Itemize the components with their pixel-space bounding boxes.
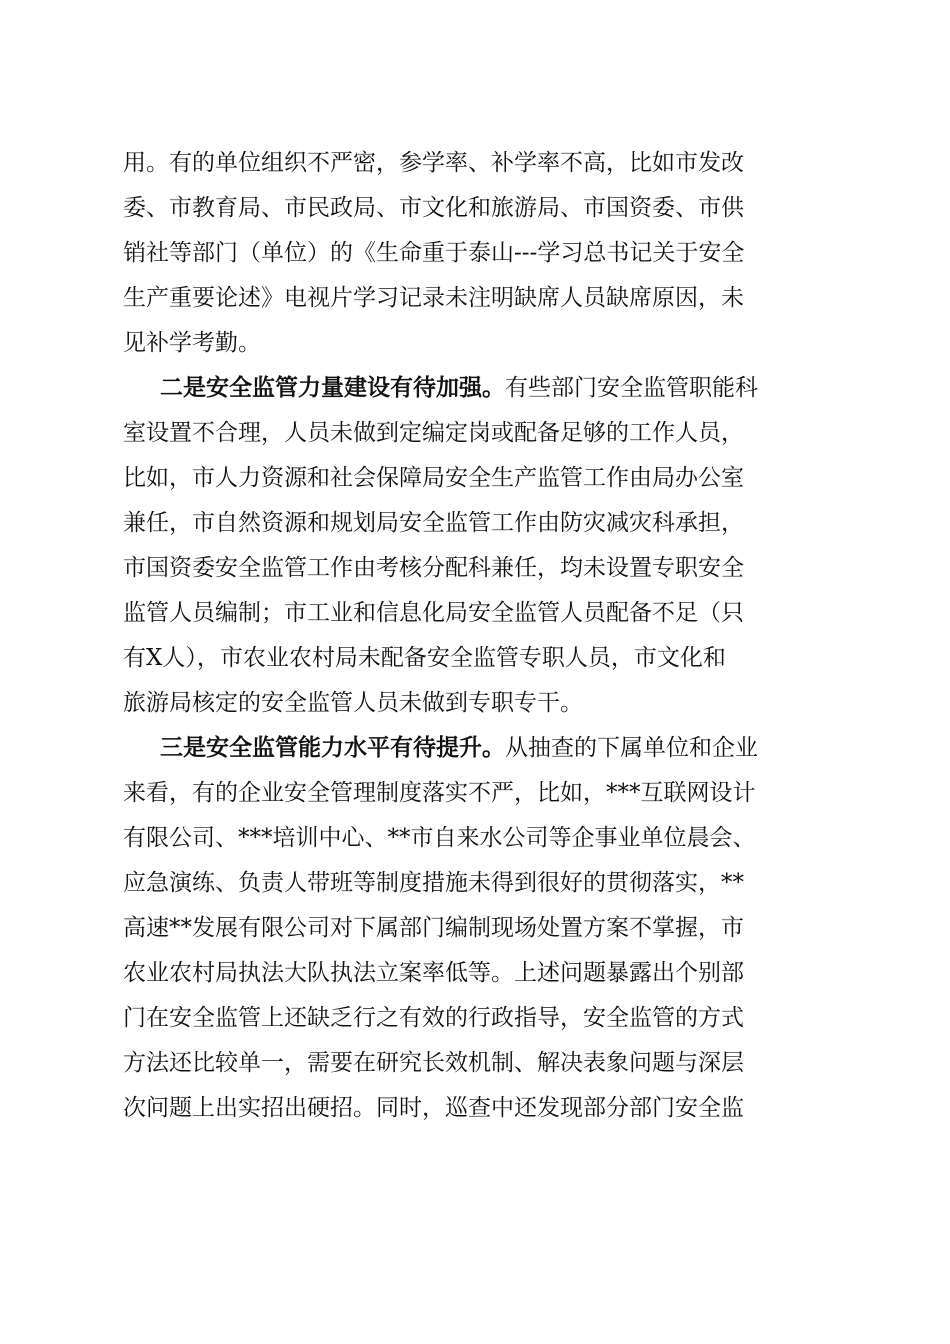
- paragraph-2-first-line-text: 有些部门安全监管职能科: [505, 375, 758, 401]
- paragraph-3-heading: 三是安全监管能力水平有待提升。: [160, 734, 505, 761]
- paragraph-2-line-5: 市国资委安全监管工作由考核分配科兼任，均未设置专职安全: [123, 555, 744, 581]
- paragraph-2-line-7: 有X人），市农业农村局未配备安全监管专职人员，市文化和: [123, 645, 726, 671]
- paragraph-2-line-3: 比如，市人力资源和社会保障局安全生产监管工作由局办公室: [123, 465, 744, 491]
- paragraph-1-line-5: 见补学考勤。: [123, 330, 261, 356]
- paragraph-2-line-2: 室设置不合理，人员未做到定编定岗或配备足够的工作人员，: [123, 420, 744, 446]
- paragraph-2-line-6: 监管人员编制；市工业和信息化局安全监管人员配备不足（只: [123, 600, 744, 626]
- paragraph-3-line-2: 来看，有的企业安全管理制度落实不严，比如，***互联网设计: [123, 780, 756, 806]
- paragraph-1-line-4: 生产重要论述》电视片学习记录未注明缺席人员缺席原因，未: [123, 285, 744, 311]
- paragraph-3-line-4: 应急演练、负责人带班等制度措施未得到很好的贯彻落实，**: [123, 870, 744, 896]
- paragraph-3-line-8: 方法还比较单一，需要在研究长效机制、解决表象问题与深层: [123, 1050, 744, 1076]
- paragraph-3-first-line: [160, 733, 950, 763]
- paragraph-1-line-2: 委、市教育局、市民政局、市文化和旅游局、市国资委、市供: [123, 195, 744, 221]
- paragraph-3-line-5: 高速**发展有限公司对下属部门编制现场处置方案不掌握，市: [123, 915, 744, 941]
- paragraph-2-first-line: [160, 373, 950, 403]
- paragraph-3-line-6: 农业农村局执法大队执法立案率低等。上述问题暴露出个别部: [123, 960, 744, 986]
- paragraph-2-line-8: 旅游局核定的安全监管人员未做到专职专干。: [123, 690, 583, 716]
- paragraph-3-line-9: 次问题上出实招出硬招。同时，巡查中还发现部分部门安全监: [123, 1095, 744, 1121]
- paragraph-3-first-line-text: 从抽查的下属单位和企业: [505, 735, 758, 761]
- paragraph-2-line-4: 兼任，市自然资源和规划局安全监管工作由防灾减灾科承担，: [123, 510, 744, 536]
- paragraph-2-heading: 二是安全监管力量建设有待加强。: [160, 374, 505, 401]
- paragraph-3-line-7: 门在安全监管上还缺乏行之有效的行政指导，安全监管的方式: [123, 1005, 744, 1031]
- paragraph-1-line-1: 用。有的单位组织不严密，参学率、补学率不高，比如市发改: [123, 150, 744, 176]
- paragraph-3-line-3: 有限公司、***培训中心、**市自来水公司等企事业单位晨会、: [123, 825, 756, 851]
- paragraph-1-line-3: 销社等部门（单位）的《生命重于泰山---学习总书记关于安全: [123, 240, 745, 266]
